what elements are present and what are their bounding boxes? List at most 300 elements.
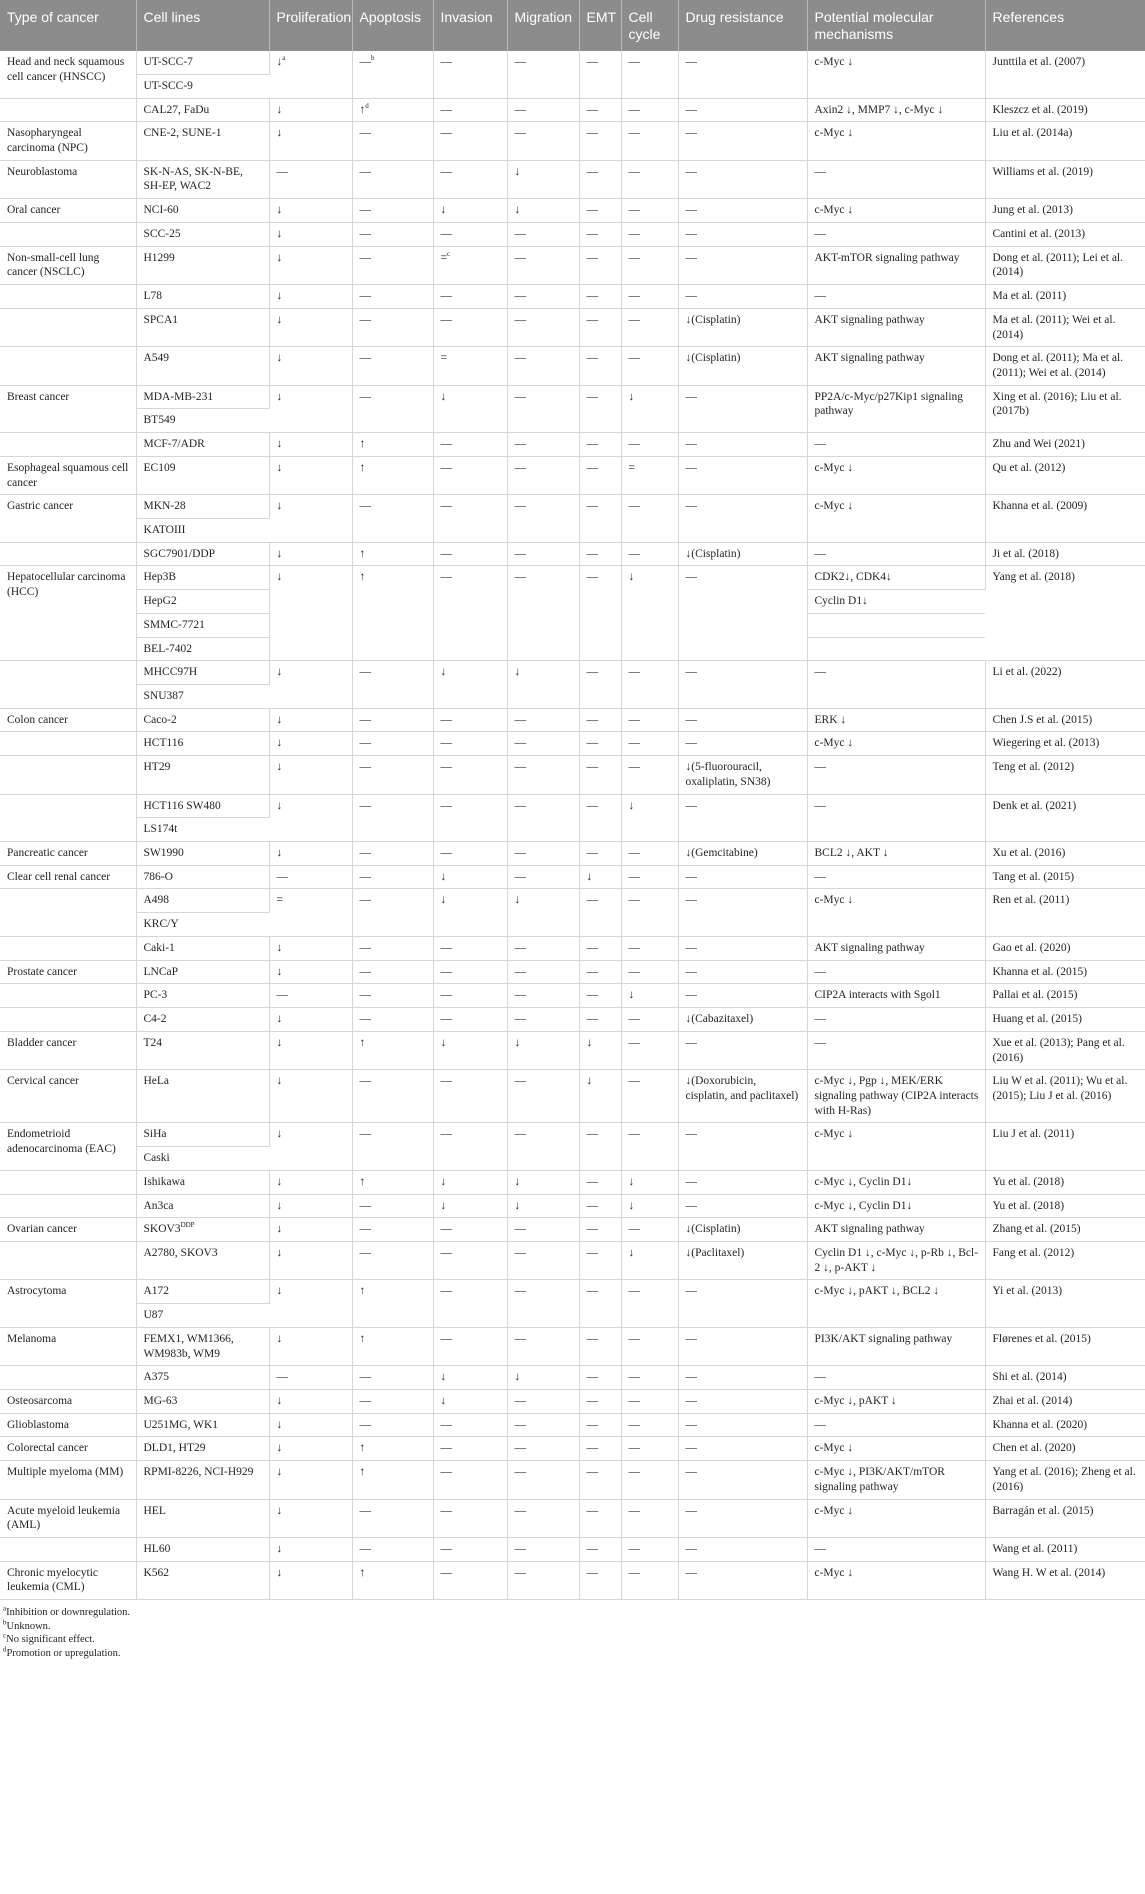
cell-text: —: [586, 941, 598, 954]
table-cell: [678, 308, 807, 346]
table-cell: [621, 433, 678, 457]
cell-text: —: [586, 165, 598, 178]
table-cell: [807, 495, 985, 542]
table-cell: [579, 1461, 621, 1499]
cell-text: ↓: [276, 438, 283, 451]
table-cell: [269, 1070, 352, 1123]
table-cell: [0, 1413, 136, 1437]
table-cell: [985, 1031, 1145, 1069]
cell-text: ↑: [359, 1285, 366, 1298]
table-cell: [807, 160, 985, 198]
cell-text: —: [440, 761, 452, 774]
table-row: [0, 1390, 1145, 1414]
table-cell: [433, 160, 507, 198]
cell-text: —: [359, 799, 371, 812]
table-cell: [136, 661, 269, 685]
cell-text: EC109: [143, 461, 176, 474]
cell-text: —: [685, 1175, 697, 1188]
cell-text: —: [586, 251, 598, 264]
table-cell: [136, 199, 269, 223]
table-cell: [621, 1031, 678, 1069]
table-cell: [433, 495, 507, 542]
table-row: [0, 1538, 1145, 1562]
table-cell: [579, 285, 621, 309]
table-cell: [136, 409, 269, 433]
table-cell: [136, 495, 269, 519]
cell-text: —: [628, 1036, 640, 1049]
cell-text: =: [440, 352, 447, 365]
cell-text: —: [586, 1504, 598, 1517]
cell-text: —: [514, 461, 526, 474]
table-row: [0, 1499, 1145, 1537]
table-cell: [269, 160, 352, 198]
table-cell: [269, 122, 352, 160]
cell-text: SMMC-7721: [143, 618, 205, 631]
table-row: [0, 1366, 1145, 1390]
table-cell: [352, 1327, 433, 1365]
cell-text: ↓: [628, 571, 635, 584]
cell-text: SW1990: [143, 847, 184, 860]
table-cell: [269, 199, 352, 223]
cell-text: ↓: [514, 1371, 521, 1384]
cell-text: ERK ↓: [814, 713, 847, 726]
cell-text: —: [359, 894, 371, 907]
table-cell: [678, 936, 807, 960]
table-cell: [621, 1194, 678, 1218]
cell-text: c-Myc ↓: [814, 737, 854, 750]
cell-text: Hep3B: [143, 571, 177, 584]
cell-text: ↓: [276, 1175, 283, 1188]
table-cell: [807, 1327, 985, 1365]
cell-text: —: [586, 1466, 598, 1479]
table-cell: [621, 222, 678, 246]
cell-text: —: [586, 290, 598, 303]
cell-text: Cantini et al. (2013): [992, 227, 1086, 240]
footnote-marker: c: [3, 1631, 7, 1640]
cell-text: Williams et al. (2019): [992, 165, 1093, 178]
cell-text: Tang et al. (2015): [992, 870, 1075, 883]
table-cell: [985, 433, 1145, 457]
table-cell: [352, 222, 433, 246]
table-cell: [621, 246, 678, 284]
table-cell: [269, 308, 352, 346]
cell-text: —: [514, 713, 526, 726]
cell-text: —: [628, 313, 640, 326]
table-cell: [621, 285, 678, 309]
table-cell: [985, 1561, 1145, 1599]
cell-text: AKT signaling pathway: [814, 313, 925, 326]
cell-text: ↓: [276, 251, 283, 264]
table-cell: [136, 433, 269, 457]
table-cell: [579, 1070, 621, 1123]
cell-superscript: d: [365, 101, 369, 110]
table-cell: [985, 1437, 1145, 1461]
cell-text: Acute myeloid leukemia (AML): [7, 1504, 121, 1532]
cell-text: —: [440, 1246, 452, 1259]
table-cell: [352, 1194, 433, 1218]
table-cell: [678, 1241, 807, 1279]
cell-text: ↓(5-fluorouracil, oxaliplatin, SN38): [685, 761, 771, 788]
cell-text: AKT signaling pathway: [814, 1223, 925, 1236]
cell-text: Glioblastoma: [7, 1418, 69, 1431]
cell-text: ↓: [276, 1128, 283, 1141]
table-cell: [507, 661, 579, 708]
cell-text: —: [685, 1504, 697, 1517]
table-cell: [807, 732, 985, 756]
table-cell: [985, 794, 1145, 841]
table-cell: [269, 708, 352, 732]
table-cell: [807, 842, 985, 866]
cell-text: ↓(Paclitaxel): [685, 1246, 745, 1259]
table-cell: [507, 936, 579, 960]
table-cell: [433, 385, 507, 432]
table-cell: [0, 794, 136, 841]
table-cell: [433, 1241, 507, 1279]
cell-text: ↑: [359, 1332, 366, 1345]
cell-text: ↓: [276, 1566, 283, 1579]
footnote-text: Inhibition or downregulation.: [6, 1607, 131, 1619]
table-cell: [0, 1241, 136, 1279]
cell-text: ↓: [628, 390, 635, 403]
table-cell: [352, 984, 433, 1008]
cell-text: CNE-2, SUNE-1: [143, 127, 222, 140]
table-cell: [807, 889, 985, 936]
table-cell: [807, 984, 985, 1008]
table-cell: [0, 1194, 136, 1218]
cell-text: —: [359, 352, 371, 365]
cell-text: —: [586, 1285, 598, 1298]
table-cell: [507, 222, 579, 246]
table-cell: [807, 865, 985, 889]
table-cell: [269, 495, 352, 542]
footnotes: [0, 1600, 1145, 1661]
table-row: [0, 160, 1145, 198]
cell-text: c-Myc ↓, PI3K/AKT/mTOR signaling pathway: [814, 1466, 945, 1493]
table-cell: [621, 51, 678, 98]
table-cell: [507, 246, 579, 284]
cell-text: —: [814, 1036, 826, 1049]
table-row: [0, 889, 1145, 913]
table-cell: [678, 960, 807, 984]
cell-text: —: [359, 1075, 371, 1088]
cell-text: —: [685, 390, 697, 403]
table-row: [0, 1461, 1145, 1499]
table-cell: [579, 347, 621, 385]
cell-text: Caco-2: [143, 713, 177, 726]
table-cell: [807, 542, 985, 566]
table-cell: [985, 1366, 1145, 1390]
table-cell: [678, 1413, 807, 1437]
table-cell: [985, 1241, 1145, 1279]
table-cell: [136, 732, 269, 756]
table-cell: [507, 1170, 579, 1194]
cell-text: ↓: [586, 1075, 593, 1088]
table-cell: [807, 661, 985, 708]
cell-text: ↓: [440, 1395, 447, 1407]
cell-text: ↑: [359, 1466, 366, 1479]
cell-text: Ishikawa: [143, 1175, 186, 1188]
table-cell: [621, 542, 678, 566]
table-cell: [507, 1366, 579, 1390]
footnote: [3, 1606, 1145, 1620]
table-cell: [352, 385, 433, 432]
cell-text: ↓: [514, 894, 521, 907]
table-cell: [433, 222, 507, 246]
cell-text: —: [514, 847, 526, 860]
cell-text: —: [440, 989, 452, 1002]
table-cell: [807, 590, 985, 614]
cell-text: —: [586, 1395, 598, 1407]
table-cell: [507, 456, 579, 494]
table-cell: [0, 1461, 136, 1499]
table-cell: [433, 1008, 507, 1032]
table-cell: [579, 865, 621, 889]
table-cell: [579, 1194, 621, 1218]
table-cell: [269, 984, 352, 1008]
table-cell: [579, 756, 621, 794]
cell-text: —: [359, 666, 371, 679]
table-cell: [433, 1366, 507, 1390]
table-row: [0, 865, 1145, 889]
cell-text: Jung et al. (2013): [992, 204, 1073, 217]
table-cell: [0, 1031, 136, 1069]
table-row: [0, 51, 1145, 74]
cell-text: ↓: [276, 571, 283, 584]
table-cell: [621, 1008, 678, 1032]
table-cell: [136, 1194, 269, 1218]
cell-text: —: [514, 761, 526, 774]
table-cell: [507, 122, 579, 160]
cell-text: —: [628, 1543, 640, 1556]
table-cell: [678, 1437, 807, 1461]
header-invasion: Invasion: [433, 0, 507, 51]
table-cell: [985, 222, 1145, 246]
table-cell: [507, 1390, 579, 1414]
table-cell: [269, 1461, 352, 1499]
cell-text: An3ca: [143, 1199, 174, 1212]
cell-text: —: [440, 1075, 452, 1088]
table-cell: [507, 542, 579, 566]
cell-text: ↓: [276, 1223, 283, 1236]
table-cell: [807, 1031, 985, 1069]
header-row: [0, 0, 1145, 51]
table-row: [0, 308, 1145, 346]
cell-text: —: [359, 1395, 371, 1407]
table-cell: [352, 1070, 433, 1123]
table-cell: [269, 246, 352, 284]
cell-superscript: a: [282, 54, 286, 63]
cell-text: —: [440, 941, 452, 954]
table-cell: [0, 566, 136, 661]
table-cell: [352, 842, 433, 866]
cell-text: A172: [143, 1285, 170, 1298]
table-cell: [807, 1280, 985, 1327]
cell-text: —: [440, 1418, 452, 1431]
table-cell: [136, 1123, 269, 1147]
cell-text: Pancreatic cancer: [7, 847, 88, 860]
table-cell: [579, 732, 621, 756]
cell-text: —: [359, 290, 371, 303]
table-cell: [807, 51, 985, 98]
table-cell: [0, 308, 136, 346]
cell-text: CAL27, FaDu: [143, 103, 210, 116]
table-row: [0, 1123, 1145, 1147]
table-row: [0, 1280, 1145, 1304]
cell-text: Zhai et al. (2014): [992, 1395, 1073, 1407]
table-cell: [985, 1390, 1145, 1414]
table-cell: [621, 456, 678, 494]
table-cell: [136, 1147, 269, 1171]
cell-text: —: [628, 894, 640, 907]
cell-text: —: [359, 1199, 371, 1212]
table-cell: [807, 1241, 985, 1279]
table-cell: [985, 199, 1145, 223]
cell-text: —: [685, 713, 697, 726]
table-cell: [579, 1031, 621, 1069]
cell-text: —: [685, 1199, 697, 1212]
table-cell: [507, 960, 579, 984]
cell-text: —: [685, 1285, 697, 1298]
cell-text: ↓: [586, 870, 593, 883]
table-row: [0, 1194, 1145, 1218]
table-cell: [136, 1280, 269, 1304]
table-cell: [985, 708, 1145, 732]
cell-text: Astrocytoma: [7, 1285, 67, 1298]
cell-text: —: [359, 965, 371, 978]
table-cell: [507, 1561, 579, 1599]
table-cell: [985, 756, 1145, 794]
cell-text: —: [628, 737, 640, 750]
table-cell: [0, 160, 136, 198]
table-cell: [985, 246, 1145, 284]
cell-text: —: [814, 761, 826, 774]
cell-text: Endometrioid adenocarcinoma (EAC): [7, 1128, 116, 1156]
footnote: [3, 1620, 1145, 1634]
cell-text: Non-small-cell lung cancer (NSCLC): [7, 251, 100, 279]
cell-text: —: [685, 56, 697, 69]
table-cell: [352, 199, 433, 223]
cell-text: —: [628, 56, 640, 69]
header-type-of-cancer: Type of cancer: [0, 0, 136, 51]
table-cell: [985, 865, 1145, 889]
table-cell: [985, 1170, 1145, 1194]
table-cell: [507, 98, 579, 122]
cell-text: —: [628, 1466, 640, 1479]
cell-text: Ma et al. (2011): [992, 290, 1067, 303]
cell-text: —: [276, 870, 288, 883]
cell-text: —: [514, 352, 526, 365]
cell-text: Xu et al. (2016): [992, 847, 1066, 860]
cell-text: —: [359, 1371, 371, 1384]
table-cell: [136, 456, 269, 494]
table-cell: [269, 889, 352, 936]
cell-text: —: [440, 438, 452, 451]
table-cell: [678, 347, 807, 385]
table-cell: [985, 1123, 1145, 1170]
cell-text: Wiegering et al. (2013): [992, 737, 1100, 750]
table-cell: [807, 246, 985, 284]
cell-text: Melanoma: [7, 1332, 57, 1345]
cell-text: ↑: [359, 461, 366, 474]
cell-text: —: [685, 870, 697, 883]
cell-text: Yang et al. (2018): [992, 571, 1076, 584]
cell-text: ↓: [440, 204, 447, 217]
cell-text: —: [514, 251, 526, 264]
cell-text: —: [685, 290, 697, 303]
table-cell: [678, 385, 807, 432]
table-cell: [579, 542, 621, 566]
table-cell: [678, 495, 807, 542]
header-cell-lines: Cell lines: [136, 0, 269, 51]
cell-text: 786-O: [143, 870, 173, 883]
cell-text: Chen J.S et al. (2015): [992, 713, 1093, 726]
table-cell: [507, 1194, 579, 1218]
cell-text: ↓: [514, 1199, 521, 1212]
table-cell: [621, 160, 678, 198]
table-cell: [807, 285, 985, 309]
cell-text: —: [440, 713, 452, 726]
cell-text: SCC-25: [143, 227, 181, 240]
cell-text: —: [628, 761, 640, 774]
table-cell: [136, 1538, 269, 1562]
table-cell: [433, 199, 507, 223]
table-cell: [807, 1070, 985, 1123]
table-cell: [352, 1366, 433, 1390]
cell-text: —: [586, 894, 598, 907]
cell-text: —: [440, 1543, 452, 1556]
cell-text: —: [628, 1223, 640, 1236]
table-cell: [136, 74, 269, 98]
cell-text: —: [514, 1128, 526, 1141]
cell-text: —: [276, 165, 288, 178]
table-cell: [678, 98, 807, 122]
cell-text: —: [440, 165, 452, 178]
table-cell: [433, 794, 507, 841]
table-cell: [352, 936, 433, 960]
table-cell: [807, 122, 985, 160]
cell-text: —: [276, 1371, 288, 1384]
table-cell: [678, 1280, 807, 1327]
table-cell: [807, 936, 985, 960]
cell-text: —: [276, 989, 288, 1002]
table-cell: [507, 756, 579, 794]
table-cell: [269, 222, 352, 246]
table-cell: [579, 1561, 621, 1599]
table-cell: [433, 433, 507, 457]
footnote: [3, 1633, 1145, 1647]
cell-text: —: [586, 103, 598, 116]
cell-text: CIP2A interacts with Sgol1: [814, 989, 941, 1002]
cell-text: Pallai et al. (2015): [992, 989, 1078, 1002]
table-cell: [807, 1218, 985, 1242]
cell-text: BCL2 ↓, AKT ↓: [814, 847, 889, 860]
cell-text: =: [628, 461, 635, 474]
cell-text: —: [514, 989, 526, 1002]
cell-text: Neuroblastoma: [7, 165, 78, 178]
cell-text: U87: [143, 1309, 164, 1322]
table-cell: [136, 542, 269, 566]
table-cell: [269, 433, 352, 457]
table-cell: [352, 708, 433, 732]
table-cell: [136, 960, 269, 984]
table-row: [0, 199, 1145, 223]
cell-text: —: [440, 1504, 452, 1517]
cell-text: —: [359, 761, 371, 774]
cell-text: —: [586, 313, 598, 326]
table-cell: [621, 1280, 678, 1327]
cell-text: —: [586, 204, 598, 217]
cell-text: c-Myc ↓: [814, 1128, 854, 1141]
